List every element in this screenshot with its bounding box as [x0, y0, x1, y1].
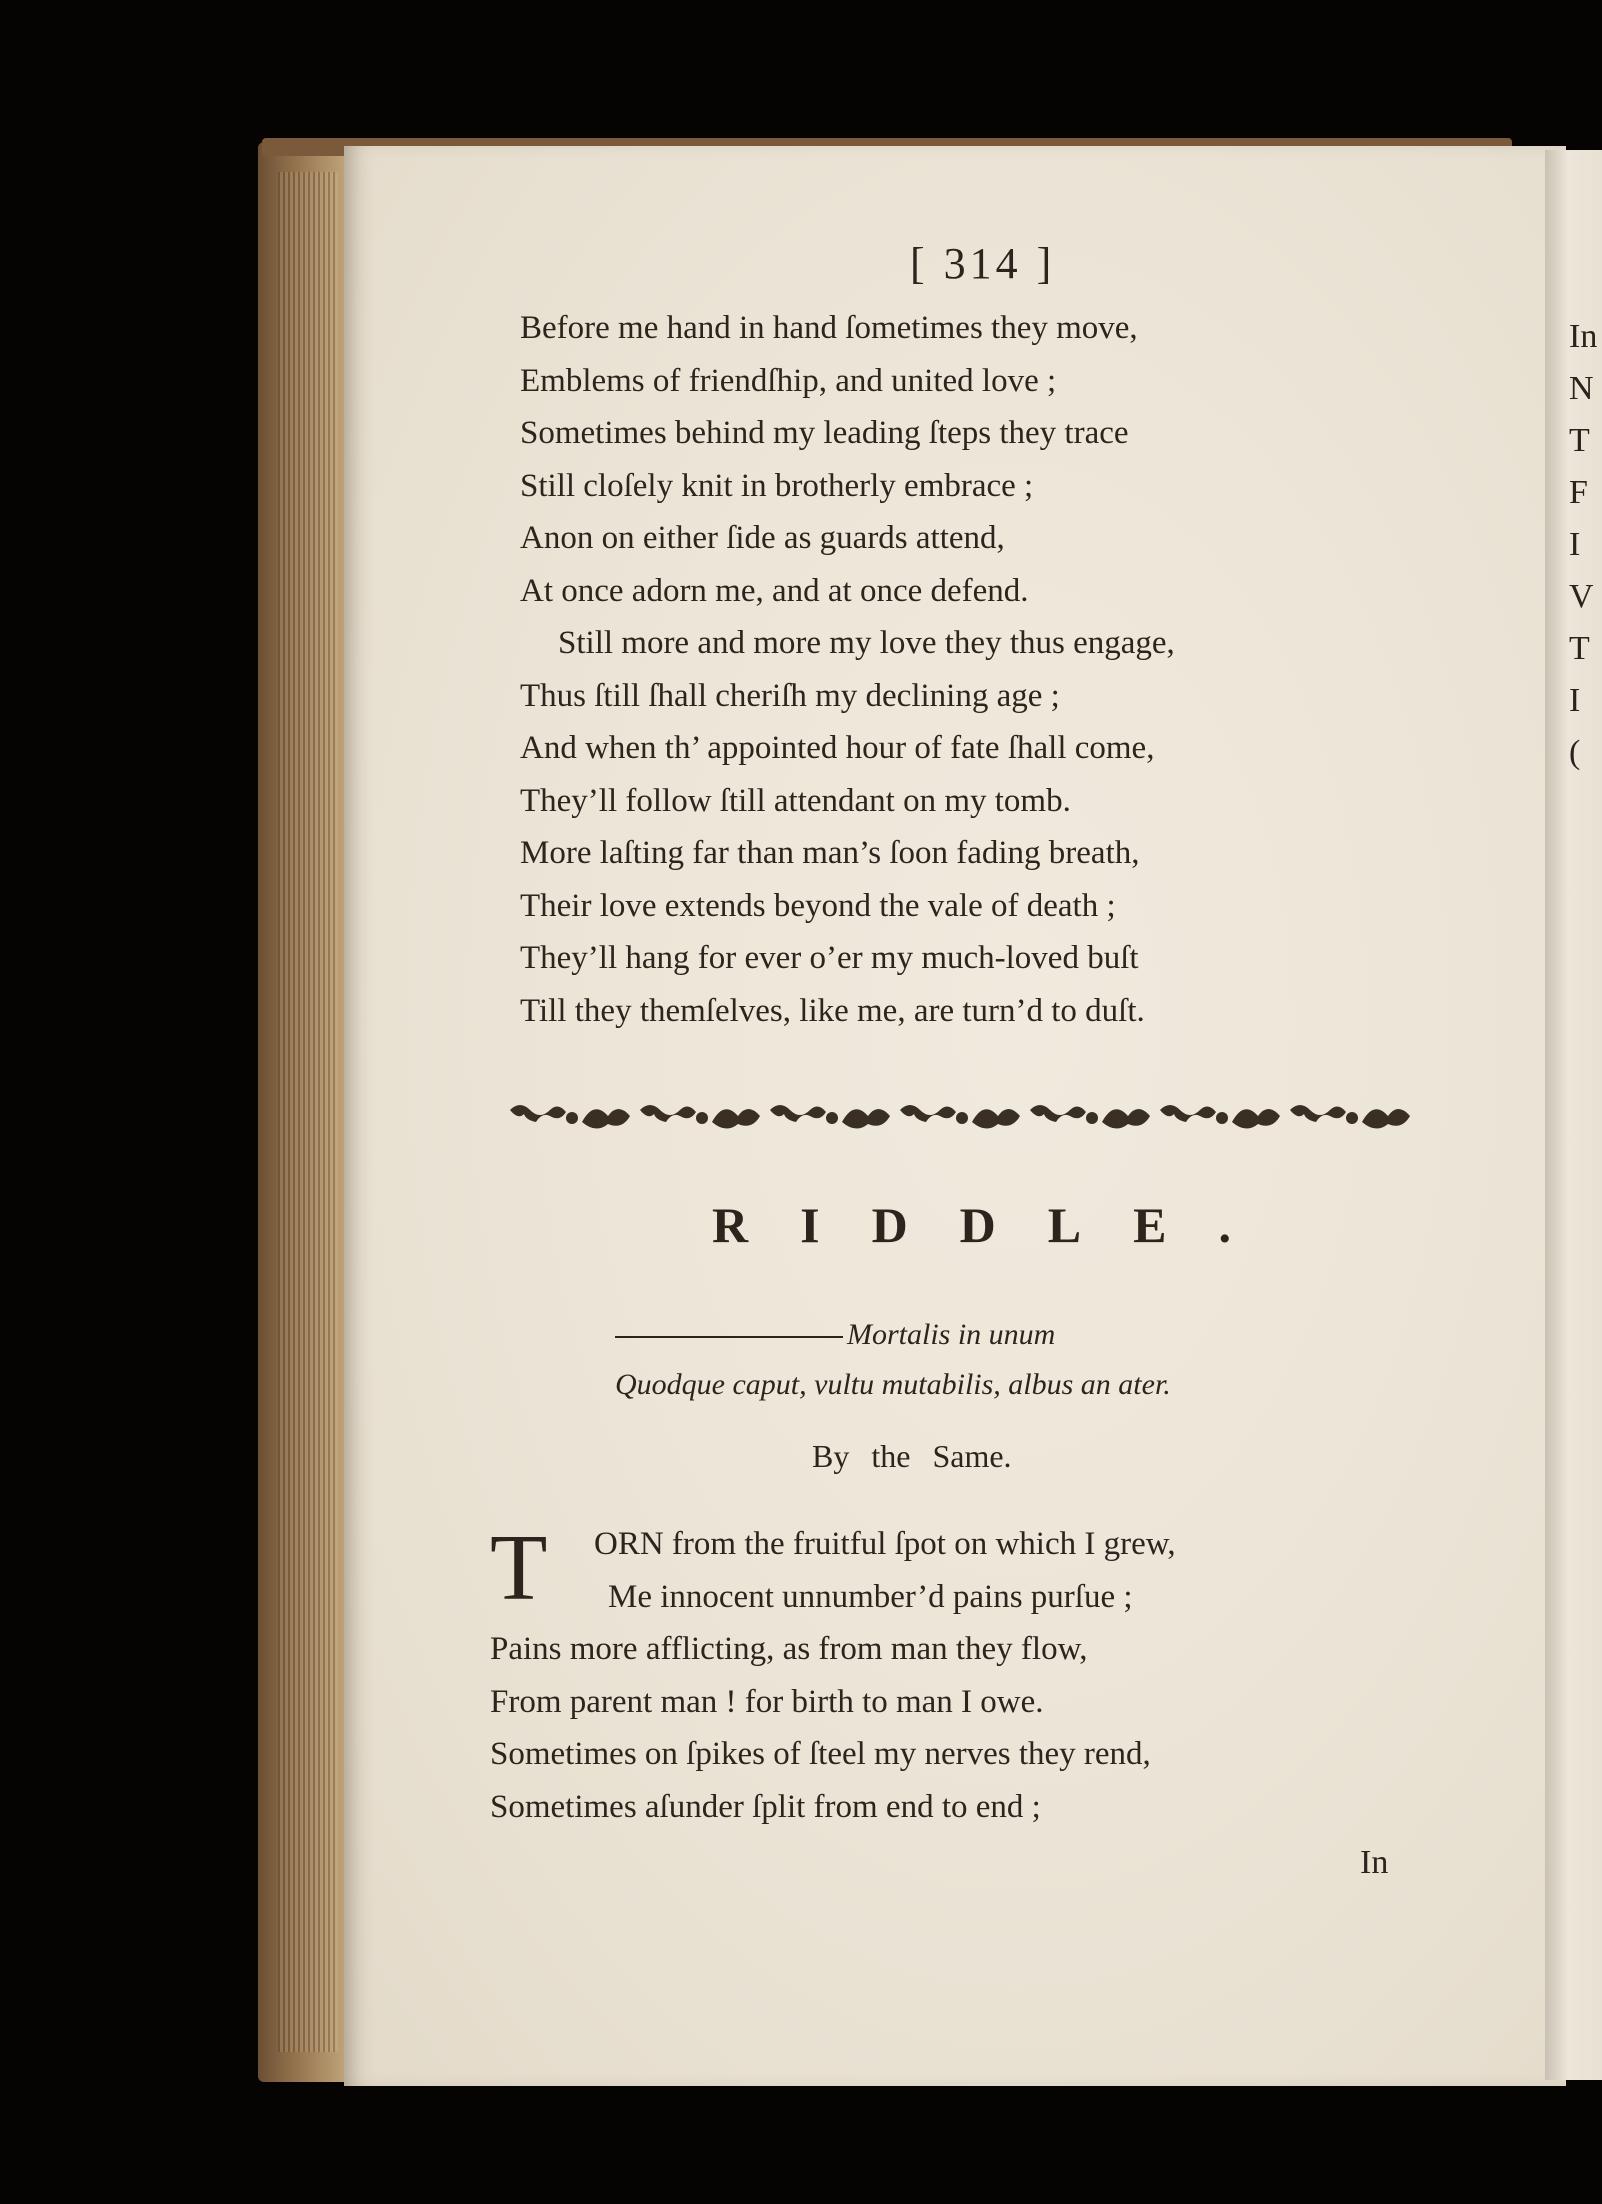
- edge-text: T: [1569, 630, 1590, 667]
- drop-cap: T: [490, 1516, 548, 1620]
- poem-line: Thus ſtill ſhall cheriſh my declining age ;: [520, 677, 1060, 714]
- poem-line: Pains more afflicting, as from man they flow,: [490, 1631, 1088, 1667]
- poem-line: Sometimes aſunder ſplit from end to end ;: [490, 1788, 1041, 1825]
- edge-text: V: [1569, 578, 1594, 615]
- poem-line: Still cloſely knit in brotherly embrace ;: [520, 467, 1034, 504]
- poem-continuation: [520, 302, 1175, 1037]
- ornamental-divider: [510, 1092, 1420, 1138]
- poem-line: ORN from the fruitful ſpot on which I grew,: [594, 1526, 1176, 1562]
- edge-text: I: [1569, 682, 1581, 719]
- em-rule: [615, 1336, 843, 1338]
- epigraph-line: Quodque caput, vultu mutabilis, albus an ater.: [615, 1368, 1171, 1401]
- poem-line: And when th’ appointed hour of fate ſhall come,: [520, 730, 1155, 766]
- poem-line: Till they themſelves, like me, are turn’d to duſt.: [520, 992, 1145, 1029]
- riddle-poem: [490, 1518, 1176, 1833]
- poem-line: Before me hand in hand ſometimes they move,: [520, 310, 1138, 346]
- poem-line: More laſting far than man’s ſoon fading breath,: [520, 835, 1140, 871]
- poem-line: At once adorn me, and at once defend.: [520, 572, 1029, 609]
- poem-line: Sometimes on ſpikes of ſteel my nerves they rend,: [490, 1736, 1151, 1772]
- poem-line: Their love extends beyond the vale of death ;: [520, 887, 1116, 924]
- page-number: [ 314 ]: [910, 239, 1056, 288]
- catchword: In: [1360, 1844, 1389, 1881]
- section-title: RIDDLE.: [712, 1197, 1283, 1253]
- edge-text: F: [1569, 474, 1588, 511]
- edge-text: I: [1569, 526, 1581, 563]
- epigraph-text: Mortalis in unum: [847, 1318, 1056, 1351]
- ornament-motif: [510, 1105, 630, 1129]
- edge-text: In: [1569, 318, 1598, 355]
- poem-line: From parent man ! for birth to man I owe.: [490, 1683, 1044, 1720]
- poem-line: Me innocent unnumber’d pains purſue ;: [608, 1578, 1133, 1615]
- poem-line: Anon on either ſide as guards attend,: [520, 520, 1005, 556]
- epigraph-line: [615, 1310, 1171, 1360]
- poem-line: Still more and more my love they thus engage,: [558, 625, 1175, 661]
- poem-line: They’ll hang for ever o’er my much-loved buſt: [520, 940, 1139, 976]
- edge-text: T: [1569, 422, 1590, 459]
- edge-text: (: [1569, 734, 1581, 771]
- poem-line: They’ll follow ſtill attendant on my tomb.: [520, 782, 1071, 819]
- poem-line: Emblems of friendſhip, and united love ;: [520, 362, 1057, 399]
- poem-line: Sometimes behind my leading ſteps they trace: [520, 415, 1129, 451]
- next-page-edge: [1545, 150, 1602, 2080]
- byline: By the Same.: [812, 1438, 1012, 1474]
- edge-text: N: [1569, 370, 1594, 407]
- latin-epigraph: [615, 1310, 1171, 1410]
